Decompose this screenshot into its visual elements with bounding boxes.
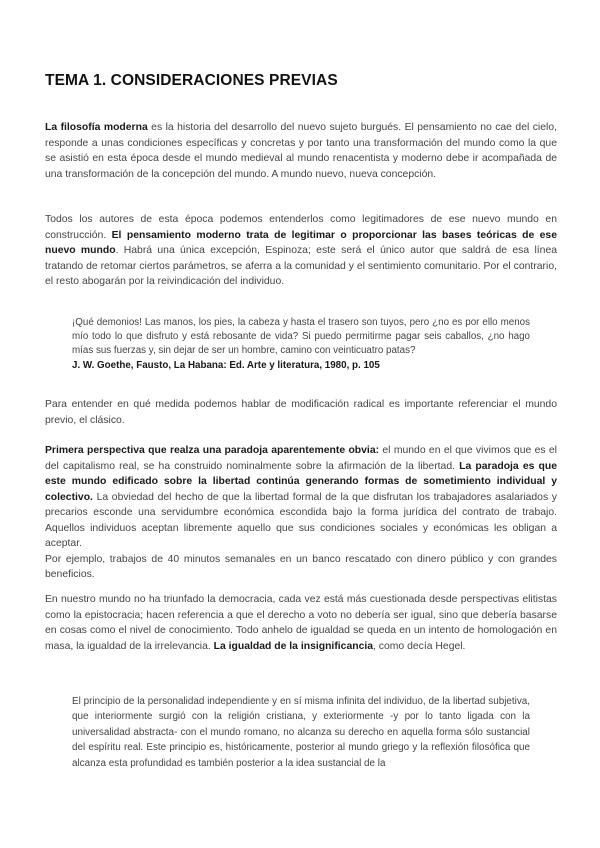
bold-heading: Primera perspectiva que realza una paradoja aparentemente obvia: bbox=[45, 445, 380, 456]
quote-text: ¡Qué demonios! Las manos, los pies, la cabeza y hasta el trasero son tuyos, pero ¿no es por ello menos mío todo lo que disfruto y está rebosante de vida? Si puedo permitirme pagar seis caballos, ¿no hago mías sus fuerzas y, sin dejar de ser un hombre, camino con veinticuatro patas? bbox=[72, 317, 530, 357]
paragraph-primera-perspectiva bbox=[45, 443, 557, 583]
paragraph-text: el mundo en el que vivimos que es el del capitalismo real, se ha construido nominalmente sobre la afirmación de la libertad. bbox=[45, 445, 557, 472]
quote-text: El principio de la personalidad independiente y en sí misma infinita del individuo, de la libertad subjetiva, que interiormente surgió con la religión cristiana, y exteriormente -y por lo tanto ligada con la universalidad abstracta- con el mundo romano, no alcanza su derecho en aquella forma sólo sustancial del espíritu real. Este principio es, históricamente, posterior al mundo griego y la reflexión filosófica que alcanza esta profundidad es también posterior a la idea sustancial de la bbox=[72, 696, 530, 769]
page-title: TEMA 1. CONSIDERACIONES PREVIAS bbox=[45, 72, 338, 89]
paragraph-text: , como decía Hegel. bbox=[373, 640, 466, 652]
paragraph-legitimadores bbox=[45, 212, 557, 290]
paragraph-mundo-previo bbox=[45, 397, 557, 428]
paragraph-democracia bbox=[45, 592, 557, 654]
paragraph-text: Por ejemplo, trabajos de 40 minutos semanales en un banco rescatado con dinero público y con grandes beneficios. bbox=[45, 553, 557, 580]
bold-statement: La paradoja es que este mundo edificado sobre la libertad continúa generando formas de sometimiento individual y colectivo. bbox=[45, 460, 558, 503]
paragraph-text: Para entender en qué medida podemos hablar de modificación radical es importante referenciar el mundo previo, el clásico. bbox=[45, 399, 557, 426]
paragraph-text: . Habrá una única excepción, Espinoza; este será el único autor que saldrá de esa línea tratando de retomar ciertos parámetros, se aferra a la comunidad y el sentimiento comunitario. Por el contrario, el resto abogarán por la reivindicación del individuo. bbox=[45, 245, 557, 287]
paragraph-filosofia-moderna bbox=[45, 120, 557, 182]
quote-citation: J. W. Goethe, Fausto, La Habana: Ed. Arte y literatura, 1980, p. 105 bbox=[72, 359, 380, 371]
bold-term: La filosofía moderna bbox=[45, 122, 148, 133]
block-quote-goethe bbox=[72, 316, 530, 373]
paragraph-text: Todos los autores de esta época podemos entenderlos como legitimadores de ese nuevo mundo en construcción. bbox=[45, 214, 557, 241]
bold-statement: El pensamiento moderno trata de legitimar o proporcionar las bases teóricas de ese nuevo mundo bbox=[45, 229, 557, 256]
paragraph-text: es la historia del desarrollo del nuevo sujeto burgués. El pensamiento no cae del cielo, responde a unas condiciones específicas y concretas y por tanto una transformación del mundo como la que se asistió en esta época desde el mundo medieval al mundo renacentista y moderno debe ir acompañada de una transformación de la concepción del mundo. A mundo nuevo, nueva concepción. bbox=[45, 122, 557, 180]
paragraph-text: La obviedad del hecho de que la libertad formal de la que disfrutan los trabajadores asalariados y precarios esconde una servidumbre económica escondida bajo la forma jurídica del contrato de trabajo. Aquellos individuos aceptan libremente aquello que sus condiciones sociales y económicas les obligan a aceptar. bbox=[45, 491, 557, 549]
block-quote-hegel bbox=[72, 694, 530, 771]
paragraph-text: En nuestro mundo no ha triunfado la democracia, cada vez está más cuestionada desde perspectivas elitistas como la epistocracia; hacen referencia a que el derecho a voto no debería ser igual, sino que debería basarse en cosas como el nivel de conocimiento. Todo anhelo de igualdad se queda en un intento de homologación en masa, la igualdad de la irrelevancia. bbox=[45, 594, 557, 652]
bold-statement: La igualdad de la insignificancia bbox=[213, 640, 374, 652]
